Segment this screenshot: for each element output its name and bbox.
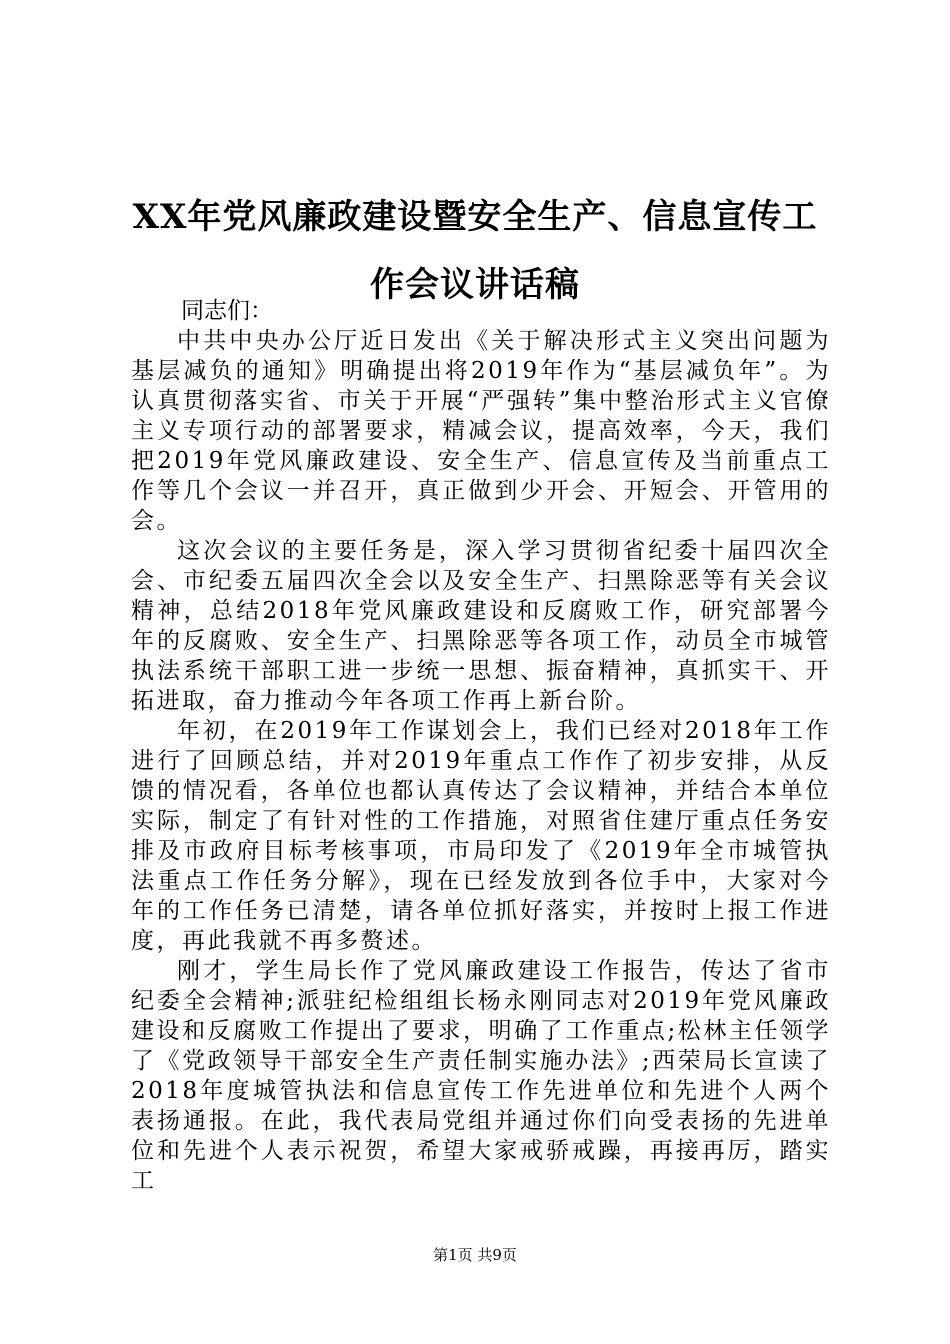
paragraph-1: 中共中央办公厅近日发出《关于解决形式主义突出问题为基层减负的通知》明确提出将2019年作为“基层减负年”。为认真贯彻落实省、市关于开展“严强转”集中整治形式主义官僚主义专项行动的部署要求，精减会议，提高效率，今天，我们把2019年党风廉政建设、安全生产、信息宣传及当前重点工作等几个会议一并召开，真正做到少开会、开短会、开管用的会。	[131, 328, 831, 534]
title-line-1: XX年党风廉政建设暨安全生产、信息宣传工	[132, 197, 818, 237]
document-body	[131, 296, 831, 1196]
paragraph-4: 刚才，学生局长作了党风廉政建设工作报告，传达了省市纪委全会精神;派驻纪检组组长杨永刚同志对2019年党风廉政建设和反腐败工作提出了要求，明确了工作重点;松林主任领学了《党政领导干部安全生产责任制实施办法》;西荣局长宣读了2018年度城管执法和信息宣传工作先进单位和先进个人两个表扬通报。在此，我代表局党组并通过你们向受表扬的先进单位和先进个人表示祝贺，希望大家戒骄戒躁，再接再厉，踏实工	[131, 958, 831, 1194]
page-footer: 第1页 共9页	[433, 1246, 517, 1264]
paragraph-3: 年初，在2019年工作谋划会上，我们已经对2018年工作进行了回顾总结，并对2019年重点工作作了初步安排，从反馈的情况看，各单位也都认真传达了会议精神，并结合本单位实际，制定了有针对性的工作措施，对照省住建厅重点任务安排及市政府目标考核事项，市局印发了《2019年全市城管执法重点工作任务分解》，现在已经发放到各位手中，大家对今年的工作任务已清楚，请各单位抓好落实，并按时上报工作进度，再此我就不再多赘述。	[131, 718, 831, 954]
title-line-2: 作会议讲话稿	[370, 265, 580, 305]
salutation: 同志们：	[181, 298, 273, 324]
paragraph-2: 这次会议的主要任务是，深入学习贯彻省纪委十届四次全会、市纪委五届四次全会以及安全生产、扫黑除恶等有关会议精神，总结2018年党风廉政建设和反腐败工作，研究部署今年的反腐败、安全生产、扫黑除恶等各项工作，动员全市城管执法系统干部职工进一步统一思想、振奋精神，真抓实干、开拓进取，奋力推动今年各项工作再上新台阶。	[131, 538, 831, 714]
